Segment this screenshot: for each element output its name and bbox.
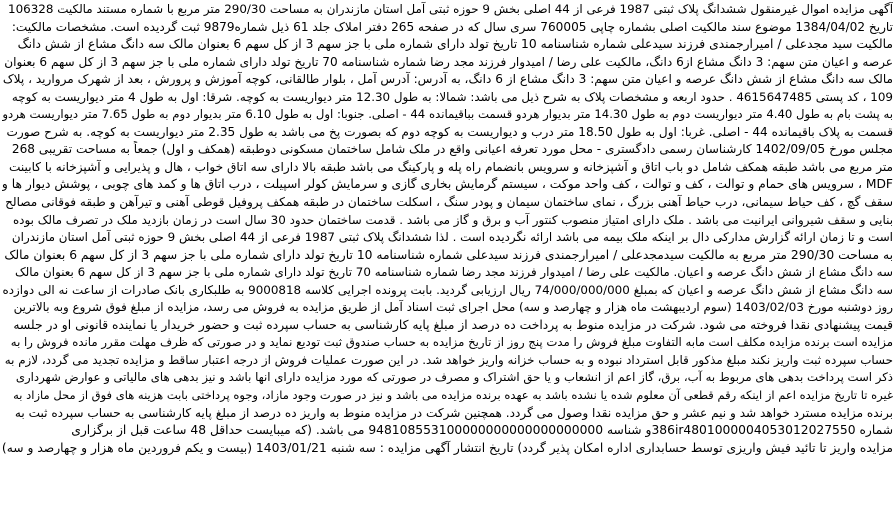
- notice-line: تاریخ 1384/04/02 موضوع سند مالکیت اصلی بشماره چاپی 760005 سری سال که در صفحه 265 دفتر املاک جلد 61 ذیل شماره9879 ثبت گردیده است. مشخصات مالکیت:: [11, 19, 893, 34]
- notice-line: به پشت بام به طول 4.40 متر دیواریست دوم به طول 14.30 متر بدیوار هردو قسمت بباقیمانده 44 - اصلی. جنوبا: اول به طول 6.10 متر بدیوار دوم به طول 7.65 متر دیواریست هردو: [2, 107, 893, 122]
- notice-line: قسمت به پلاک باقیمانده 44 - اصلی. غربا: اول به طول 18.50 متر درب و دیواریست به کوچه دوم که بصورت پخ می باشد به طول 2.35 متر دیواریست به کوچه. به شرح صورت: [6, 124, 893, 139]
- notice-line: مزایده واریز تا تائید فیش واریزی توسط حسابداری اداره امکان پذیر گردد) تاریخ انتشار آگهی مزایده : سه شنبه 1403/01/21 (بیست و یکم فروردین ماه هزار و چهارصد و سه): [2, 440, 893, 455]
- notice-line: شماره 386ir4801000004053012027550و شناسه 948108553100000000000000000000 می باشد. (که میبایست حداقل 48 ساعت قبل از برگزاری: [71, 423, 893, 438]
- notice-line: مالک سه دانگ مشاع از شش دانگ عرصه و اعیان متن سهم: 3 دانگ مشاع از 6 دانگ، به آدرس: آدرس آمل ، بلوار طالقانی، کوچه آموزش و پرورش ، بعد از شهرک مروارید ، پلاک: [2, 72, 893, 87]
- notice-line: است و تا زمان ارائه گزارش مدارکی دال بر اینکه ملک بیمه می باشد ارائه نگردیده است . لذا ششدانگ پلاک ثبتی 1987 فرعی از 44 اصلی بخش 9 حوزه ثبتی آمل استان مازندران: [11, 230, 893, 245]
- notice-line: سه دانگ مشاع از شش دانگ عرصه و اعیان که بمبلغ 74/000/000/000 ریال ارزیابی گردید. بابت پرونده اجرایی کلاسه 9000818 به طلبکاری بانک صادرات از ساعت نه الی دوازده: [2, 282, 893, 297]
- notice-line: بنایی و سقف شیروانی ایرانیت می باشد . ملک دارای امتیاز منصوب کنتور آب و برق و گاز می باشد . قدمت ساختمان حدود 30 سال است در زمان بازدید ملک در تصرف مالک بوده: [12, 212, 893, 227]
- notice-line: 109 ، کد پستی 4615647485 . حدود اربعه و مشخصات پلاک به شرح ذیل می باشد: شمالا: به طول 12.30 متر دیواریست به کوچه. شرقا: اول به طول 4 متر دیواریست به کوچه: [11, 89, 893, 104]
- notice-line: سقف گچ ، کف حیاط سیمانی، درب حیاط آهنی بزرگ ، نمای ساختمان سیمان و پودر سنگ ، اسکلت ساختمان در طبقه همکف پروفیل قوطی آهنی و تیرآهن و طبقه فوقانی مصالح: [5, 195, 893, 210]
- notice-line: روز دوشنبه مورخ 1403/02/03 (سوم اردیبهشت ماه هزار و چهارصد و سه) محل اجرای ثبت اسناد آمل از طریق مزایده به فروش می رسد، مزایده از مبلغ فوق شروع وبه بالاترین: [13, 300, 893, 315]
- notice-line: برنده مزایده مسترد خواهد شد و نیم عشر و حق مزایده نقدا وصول می گردد. همچنین شرکت در مزایده منوط به واریز ده درصد از مبلغ پایه کارشناسی به حساب سپرده ثبت به: [14, 405, 893, 420]
- notice-line: غیره تا تاریخ مزایده اعم از اینکه رقم قطعی آن معلوم شده یا نشده باشد به عهده برنده مزایده می باشد و نیز در صورت وجود مازاد، وجوه پرداختی بابت هزینه های فوق از محل مازاد به: [13, 388, 893, 403]
- notice-line: آگهی مزایده اموال غیرمنقول ششدانگ پلاک ثبتی 1987 فرعی از 44 اصلی بخش 9 حوزه ثبتی آمل استان مازندران به مساحت 290/30 متر مربع با شماره مستند مالکیت 106328: [8, 2, 893, 16]
- notice-line: ذکر است پرداخت بدهی های مربوط به آب، برق، گاز اعم از انشعاب و یا حق اشتراک و مصرف در صورتی که مورد مزایده دارای انها باشد و نیز بدهی های مالیاتی و عوارض شهرداری: [15, 370, 893, 385]
- notice-line: مجلس مورخ 1402/09/05 کارشناسان رسمی دادگستری - محل مورد تعرفه اعیانی واقع در ملک شامل ساختمان مسکونی دوطبقه (همکف و اول) جمعاً به مساحت تقریبی 268: [11, 142, 893, 157]
- notice-line: مالکیت سید مجدعلی / امیرارجمندی فرزند سیدعلی شماره شناسنامه 10 تاریخ تولد دارای شماره ملی با جز سهم 3 از کل سهم 6 بعنوان مالک سه دانگ مشاع از شش دانگ: [17, 37, 893, 52]
- notice-line: متر مربع می باشد طبقه همکف شامل دو باب اتاق و آشپزخانه و سرویس بانضمام راه پله و پارکینگ می باشد طبقه بالا دارای سه اتاق خواب ، هال و پذیرایی و آشپزخانه با کابینت: [9, 159, 893, 174]
- notice-line: مزایده است برنده مزایده مکلف است مابه التفاوت مبلغ فروش را مدت پنج روز از تاریخ مزایده به حساب صندوق ثبت تودیع نماید و در صورتی که ظرف مهلت مقرر مانده فروش را به: [10, 335, 893, 350]
- notice-line: سه دانگ مشاع از شش دانگ عرصه و اعیان. مالکیت علی رضا / امیدوار فرزند مجد رضا شماره شناسنامه 70 تاریخ تولد دارای شماره ملی با جز سهم 3 از کل سهم 6 بعنوان مالک: [15, 265, 893, 280]
- notice-line: عرصه و اعیان متن سهم: 3 دانگ مشاع از6 دانگ، مالکیت علی رضا / امیدوار فرزند مجد رضا شماره شناسنامه 70 تاریخ تولد دارای شماره ملی با جز سهم 3 از کل سهم 6 بعنوان: [4, 54, 893, 69]
- notice-line: قیمت پیشنهادی نقدا فروخته می شود. شرکت در مزایده منوط به پرداخت ده درصد از مبلغ پایه کارشناسی به حساب سپرده ثبت و حضور خریدار یا نماینده قانونی او در جلسه: [13, 317, 893, 332]
- notice-line: به مساحت 290/30 متر مربع به مالکیت سیدمجدعلی / امیرارجمندی فرزند سیدعلی شماره شناسنامه 10 تاریخ تولد دارای شماره ملی با جز سهم 3 از کل سهم 6 بعنوان مالک: [4, 247, 893, 262]
- notice-line: حساب سپرده ثبت واریز نکند مبلغ مذکور قابل استرداد نبوده و به حساب خزانه واریز خواهد شد. در این صورت عملیات فروش از درجه اعتبار ساقط و مزایده تجدید می گردد، لازم به: [4, 352, 893, 367]
- notice-line: MDF ، سرویس های حمام و توالت ، کف و توالت ، کف واحد موکت ، سیستم گرمایش بخاری گازی و سرمایش کولر اسپیلت ، درب اتاق ها و کمد های چوبی ، پوشش دیوار ها و: [2, 177, 893, 192]
